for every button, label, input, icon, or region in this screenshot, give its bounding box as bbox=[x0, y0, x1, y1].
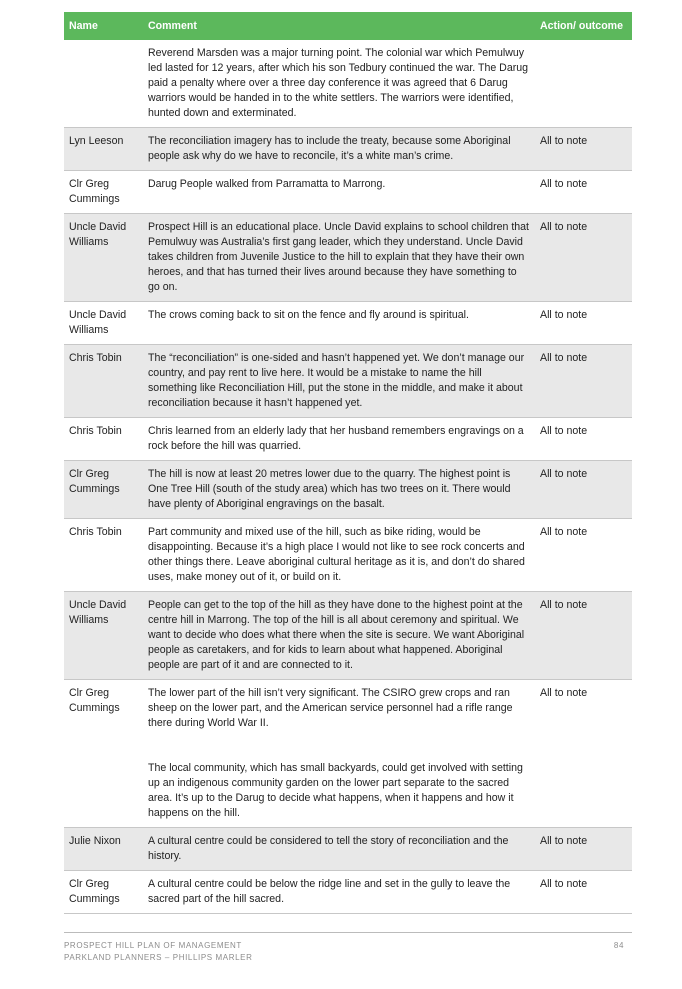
row-name: Clr Greg Cummings bbox=[64, 680, 143, 828]
table-row bbox=[64, 214, 632, 302]
row-comment: The lower part of the hill isn’t very significant. The CSIRO grew crops and ran sheep on the lower part, and the American service personnel had a rifle range there during World War II. bbox=[148, 687, 513, 729]
row-action: All to note bbox=[535, 519, 632, 592]
table-row bbox=[64, 171, 632, 214]
row-action: All to note bbox=[535, 828, 632, 871]
row-comment: The hill is now at least 20 metres lower due to the quarry. The highest point is One Tree Hill (south of the study area) which has two trees on it. There would have plenty of Aboriginal engravings on the basalt. bbox=[143, 461, 535, 519]
table-row bbox=[64, 519, 632, 592]
table-row bbox=[64, 461, 632, 519]
row-comment: Darug People walked from Parramatta to Marrong. bbox=[143, 171, 535, 214]
table-row bbox=[64, 680, 632, 828]
header-comment: Comment bbox=[143, 12, 535, 40]
table-row bbox=[64, 128, 632, 171]
row-name: Lyn Leeson bbox=[64, 128, 143, 171]
row-comment: Part community and mixed use of the hill, such as bike riding, would be disappointing. Because it’s a high place I would not like to see rock concerts and other things there. Leave aboriginal cultural heritage as it is, and don’t do shared uses, make money out of it, or build on it. bbox=[143, 519, 535, 592]
row-comment: Chris learned from an elderly lady that her husband remembers engravings on a rock before the hill was quarried. bbox=[143, 418, 535, 461]
table-row bbox=[64, 871, 632, 914]
row-name: Chris Tobin bbox=[64, 418, 143, 461]
header-action: Action/ outcome bbox=[535, 12, 632, 40]
row-name: Uncle David Williams bbox=[64, 302, 143, 345]
page-number: 84 bbox=[613, 941, 624, 950]
row-comment: The “reconciliation” is one-sided and hasn’t happened yet. We don’t manage our country, and pay rent to live here. It would be a mistake to name the hill something like Reconciliation Hill, put the stone in the middle, and make it about reconciliation because it hasn’t happened yet. bbox=[143, 345, 535, 418]
row-comment: Prospect Hill is an educational place. Uncle David explains to school children that Pemulwuy was Australia’s first gang leader, which they understand. Uncle David takes children from Juvenile Justice to the hill to explain that they have their own heroes, and that has turned their lives around because they have something to go on. bbox=[143, 214, 535, 302]
comments-table-container bbox=[64, 12, 632, 914]
row-comment: The reconciliation imagery has to include the treaty, because some Aboriginal people ask why do we have to reconcile, it’s a white man’s crime. bbox=[143, 128, 535, 171]
row-action: All to note bbox=[535, 128, 632, 171]
table-row bbox=[64, 40, 632, 128]
row-action: All to note bbox=[535, 171, 632, 214]
row-name: Clr Greg Cummings bbox=[64, 871, 143, 914]
row-comment: A cultural centre could be considered to tell the story of reconciliation and the history. bbox=[143, 828, 535, 871]
row-comment-cell bbox=[143, 680, 535, 828]
row-name: Uncle David Williams bbox=[64, 214, 143, 302]
row-name: Chris Tobin bbox=[64, 345, 143, 418]
row-comment: People can get to the top of the hill as they have done to the highest point at the centre hill in Marrong. The top of the hill is all about ceremony and spiritual. We want to decide who does what there when the site is secure. We want Aboriginal people as caretakers, and for kids to learn about what happened. Aboriginal people are part of it and are connected to it. bbox=[143, 592, 535, 680]
row-name: Clr Greg Cummings bbox=[64, 171, 143, 214]
table-row bbox=[64, 418, 632, 461]
comments-table bbox=[64, 12, 632, 914]
row-comment: Reverend Marsden was a major turning point. The colonial war which Pemulwuy led lasted for 12 years, after which his son Tedbury continued the war. The Darug paid a penalty where over a three day conference it was agreed that 6 Darug warriors would be handed in to the white settlers. The warriors were identified, hunted down and exterminated. bbox=[143, 40, 535, 128]
row-name: Uncle David Williams bbox=[64, 592, 143, 680]
row-action: All to note bbox=[535, 592, 632, 680]
row-action: All to note bbox=[535, 302, 632, 345]
row-name bbox=[64, 40, 143, 128]
table-row bbox=[64, 592, 632, 680]
row-name: Chris Tobin bbox=[64, 519, 143, 592]
row-action: All to note bbox=[535, 871, 632, 914]
row-action: All to note bbox=[535, 461, 632, 519]
table-row bbox=[64, 828, 632, 871]
row-name: Clr Greg Cummings bbox=[64, 461, 143, 519]
row-comment-second-paragraph: The local community, which has small backyards, could get involved with setting up an indigenous community garden on the lower part separate to the sacred area. It’s up to the Darug to decide what happens, when it happens and how it happens on the hill. bbox=[148, 762, 523, 819]
footer-authors: PARKLAND PLANNERS – PHILLIPS MARLER bbox=[64, 953, 253, 962]
header-name: Name bbox=[64, 12, 143, 40]
row-action: All to note bbox=[535, 680, 632, 828]
row-comment: A cultural centre could be below the ridge line and set in the gully to leave the sacred part of the hill sacred. bbox=[143, 871, 535, 914]
row-action: All to note bbox=[535, 418, 632, 461]
row-action: All to note bbox=[535, 214, 632, 302]
table-row bbox=[64, 302, 632, 345]
row-action bbox=[535, 40, 632, 128]
page-footer bbox=[64, 932, 632, 964]
row-comment: The crows coming back to sit on the fence and fly around is spiritual. bbox=[143, 302, 535, 345]
table-header-row bbox=[64, 12, 632, 40]
footer-document-title: PROSPECT HILL PLAN OF MANAGEMENT bbox=[64, 941, 242, 950]
row-action: All to note bbox=[535, 345, 632, 418]
row-name: Julie Nixon bbox=[64, 828, 143, 871]
table-row bbox=[64, 345, 632, 418]
